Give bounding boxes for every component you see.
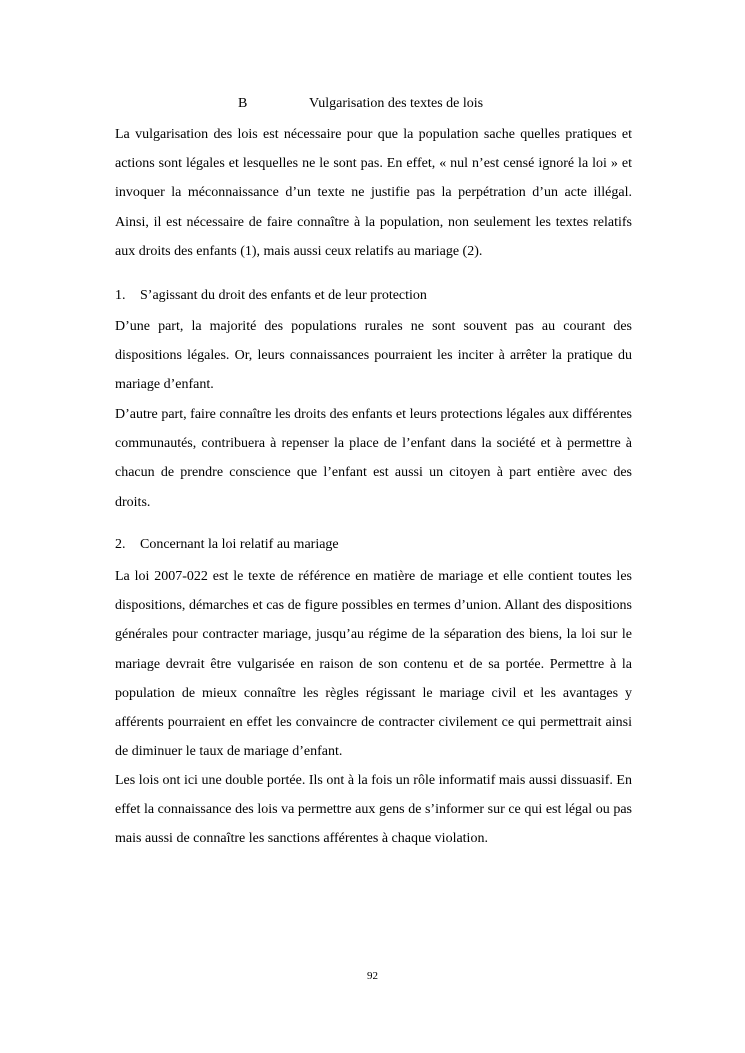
- subsection-2-paragraph-2: Les lois ont ici une double portée. Ils ont à la fois un rôle informatif mais aussi dissuasif. En effet la connaissance des lois va permettre aux gens de s’informer sur ce qui est légal ou pas mais aussi de connaître les sanctions afférentes à chaque violation.: [115, 773, 632, 847]
- section-title: Vulgarisation des textes de lois: [309, 96, 484, 111]
- subsection-1-paragraph-1: D’une part, la majorité des populations rurales ne sont souvent pas au courant des dispositions légales. Or, leurs connaissances pourraient les inciter à arrêter la pratique du mariage d’enfant.: [115, 319, 632, 393]
- section-heading: [0, 94, 745, 114]
- subsection-2-paragraph-1: La loi 2007-022 est le texte de référence en matière de mariage et elle contient toutes les dispositions, démarches et cas de figure possibles en termes d’union. Allant des dispositions générales pour contracter mariage, jusqu’au régime de la séparation des biens, la loi sur le mariage devrait être vulgarisée en raison de son contenu et de sa portée. Permettre à la population de mieux connaître les règles régissant le mariage civil et les avantages y afférents pourraient en effet les convaincre de contracter civilement ce qui permettrait ainsi de diminuer le taux de mariage d’enfant.: [115, 569, 632, 760]
- subsection-2-title: Concernant la loi relatif au mariage: [140, 537, 339, 552]
- subsection-1-heading: [115, 286, 632, 306]
- section-letter: B: [238, 96, 248, 111]
- subsection-1-number: 1.: [115, 288, 126, 303]
- page-number: 92: [367, 970, 378, 982]
- intro-paragraph: La vulgarisation des lois est nécessaire pour que la population sache quelles pratiques et actions sont légales et lesquelles ne le sont pas. En effet, « nul n’est censé ignoré la loi » et invoquer la méconnaissance d’un texte ne justifie pas la perpétration d’un acte illégal. Ainsi, il est nécessaire de faire connaître à la population, non seulement les textes relatifs aux droits des enfants (1), mais aussi ceux relatifs au mariage (2).: [115, 127, 632, 259]
- subsection-1-paragraph-2: D’autre part, faire connaître les droits des enfants et leurs protections légales aux différentes communautés, contribuera à repenser la place de l’enfant dans la société et à permettre à chacun de prendre conscience que l’enfant est aussi un citoyen à part entière avec des droits.: [115, 407, 632, 510]
- subsection-2-heading: [115, 535, 632, 555]
- subsection-2-number: 2.: [115, 537, 126, 552]
- subsection-1-title: S’agissant du droit des enfants et de leur protection: [140, 288, 427, 303]
